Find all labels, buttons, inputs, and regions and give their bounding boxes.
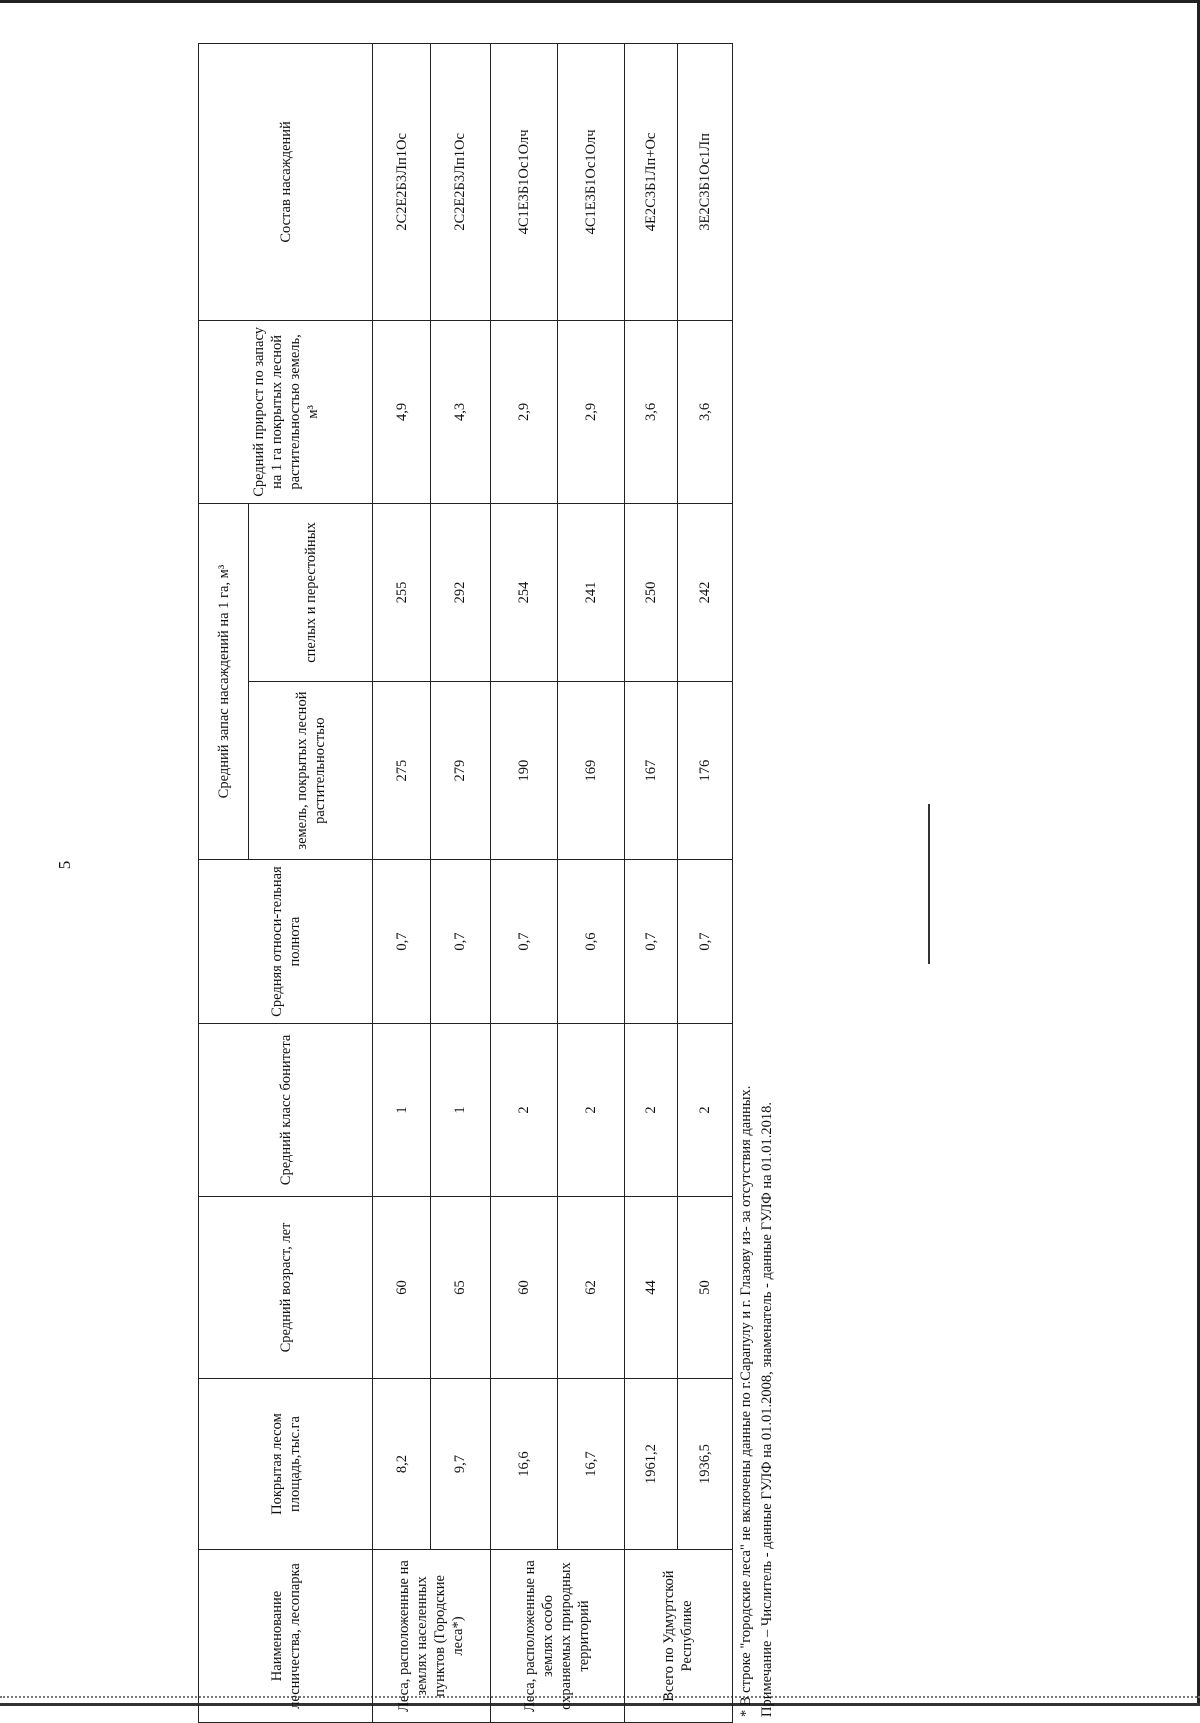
- page-number: 5: [55, 860, 74, 870]
- cell-bonitet: 1: [373, 1023, 431, 1196]
- page-edge: [0, 0, 1200, 3]
- cell-increment: 4,9: [373, 320, 431, 503]
- cell-stock-covered: 167: [624, 682, 677, 860]
- row-name-protected-areas: Леса, расположенные на землях особо охраняемых природных территорий: [490, 1550, 624, 1723]
- row-name-city-forests: Леса, расположенные на землях населенных пунктов (Городские леса*): [373, 1550, 490, 1723]
- cell-age: 50: [677, 1196, 732, 1378]
- cell-composition: 4С1Е3Б1Ос1Олч: [557, 44, 624, 321]
- cell-increment: 4,3: [431, 320, 490, 503]
- cell-density: 0,7: [624, 860, 677, 1024]
- cell-stock-covered: 176: [677, 682, 732, 860]
- table-row: [431, 44, 490, 1723]
- cell-stock-covered: 169: [557, 682, 624, 860]
- rotated-content: [198, 43, 778, 1723]
- cell-area: 9,7: [431, 1379, 490, 1550]
- footnote: * В строке "городские леса" не включены данные по г.Сарапулу и г. Глазову из- за отсутствия данных.: [738, 1085, 754, 1717]
- table-row: [557, 44, 624, 1723]
- separator-line: [928, 804, 930, 964]
- cell-area: 8,2: [373, 1379, 431, 1550]
- cell-bonitet: 2: [490, 1023, 557, 1196]
- cell-increment: 3,6: [677, 320, 732, 503]
- header-bonitet: Средний класс бонитета: [199, 1023, 373, 1196]
- header-stock: Средний запас насаждений на 1 га, м³: [199, 503, 249, 859]
- cell-density: 0,6: [557, 860, 624, 1024]
- cell-stock-mature: 242: [677, 503, 732, 681]
- header-stock-covered: земель, покрытых лесной растительностью: [249, 682, 373, 860]
- cell-age: 62: [557, 1196, 624, 1378]
- cell-stock-covered: 275: [373, 682, 431, 860]
- forest-table: [198, 43, 733, 1723]
- header-area: Покрытая лесом площадь,тыс.га: [199, 1379, 373, 1550]
- cell-increment: 3,6: [624, 320, 677, 503]
- cell-stock-covered: 190: [490, 682, 557, 860]
- cell-composition: 2С2Е2Б3Лп1Ос: [431, 44, 490, 321]
- cell-density: 0,7: [373, 860, 431, 1024]
- cell-composition: 4С1Е3Б1Ос1Олч: [490, 44, 557, 321]
- cell-area: 16,6: [490, 1379, 557, 1550]
- cell-age: 44: [624, 1196, 677, 1378]
- cell-age: 60: [373, 1196, 431, 1378]
- header-name: Наименование лесничества, лесопарка: [199, 1550, 373, 1723]
- cell-area: 1936,5: [677, 1379, 732, 1550]
- cell-composition: 3Е2С3Б1Ос1Лп: [677, 44, 732, 321]
- cell-area: 16,7: [557, 1379, 624, 1550]
- header-stock-mature: спелых и перестойных: [249, 503, 373, 681]
- table-row: [490, 44, 557, 1723]
- cell-composition: 4Е2С3Б1Лп+Ос: [624, 44, 677, 321]
- cell-increment: 2,9: [557, 320, 624, 503]
- header-composition: Состав насаждений: [199, 44, 373, 321]
- header-age: Средний возраст, лет: [199, 1196, 373, 1378]
- cell-age: 65: [431, 1196, 490, 1378]
- table-notes: [736, 43, 778, 1723]
- header-density: Средняя относи-тельная полнота: [199, 860, 373, 1024]
- cell-bonitet: 2: [557, 1023, 624, 1196]
- cell-density: 0,7: [490, 860, 557, 1024]
- cell-area: 1961,2: [624, 1379, 677, 1550]
- cell-age: 60: [490, 1196, 557, 1378]
- cell-bonitet: 2: [677, 1023, 732, 1196]
- cell-bonitet: 1: [431, 1023, 490, 1196]
- header-increment: Средний прирост по запасу на 1 га покрытых лесной растительностью земель, м³: [199, 320, 373, 503]
- cell-stock-covered: 279: [431, 682, 490, 860]
- cell-bonitet: 2: [624, 1023, 677, 1196]
- cell-density: 0,7: [677, 860, 732, 1024]
- cell-stock-mature: 292: [431, 503, 490, 681]
- cell-stock-mature: 254: [490, 503, 557, 681]
- row-name-total-udmurtia: Всего по Удмуртской Республике: [624, 1550, 732, 1723]
- table-row: [373, 44, 431, 1723]
- table-row: [677, 44, 732, 1723]
- cell-stock-mature: 250: [624, 503, 677, 681]
- cell-stock-mature: 241: [557, 503, 624, 681]
- cell-density: 0,7: [431, 860, 490, 1024]
- table-row: [624, 44, 677, 1723]
- cell-increment: 2,9: [490, 320, 557, 503]
- cell-composition: 2С2Е2Б3Лп1Ос: [373, 44, 431, 321]
- cell-stock-mature: 255: [373, 503, 431, 681]
- remark: Примечание – Числитель - данные ГУЛФ на 01.01.2008, знаменатель - данные ГУЛФ на 01.01.2018.: [759, 1101, 775, 1717]
